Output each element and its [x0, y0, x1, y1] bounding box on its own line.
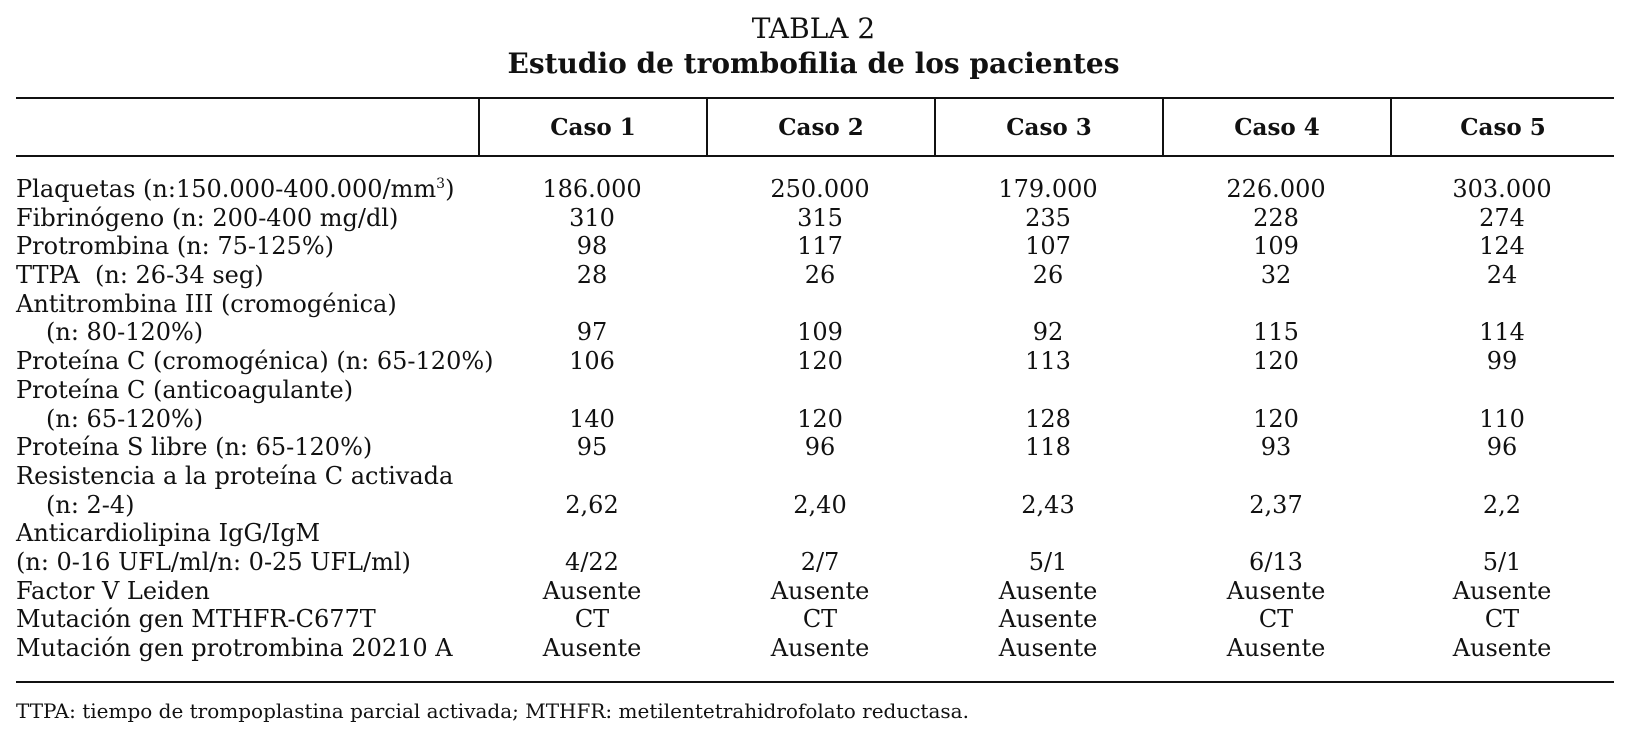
- cell-caso-4: 228: [1253, 203, 1299, 232]
- cell-caso-1: Ausente: [542, 634, 642, 662]
- cell-caso-4: [1162, 519, 1390, 548]
- bottom-rule: [16, 681, 1614, 683]
- row-label: Plaquetas $(n:150.000-400.000/mm^3)$: [16, 175, 455, 203]
- cell-caso-5: 114: [1479, 318, 1525, 347]
- row-label: (n: 0-16 UFL/ml/n: 0-25 UFL/ml): [16, 547, 411, 576]
- cell-caso-3: 26: [1032, 261, 1064, 290]
- table-row: [16, 491, 1614, 520]
- row-label: (n: 80-120%): [46, 318, 204, 347]
- cell-caso-3: 5/1: [1028, 547, 1068, 576]
- cell-caso-3: 92: [1032, 318, 1064, 347]
- cell-caso-1: 95: [576, 433, 608, 462]
- row-label: Factor V Leiden: [16, 576, 210, 605]
- cell-caso-2: CT: [802, 605, 838, 634]
- cell-caso-2: 120: [797, 404, 843, 433]
- cell-caso-4: 120: [1253, 404, 1299, 433]
- table-row: [16, 519, 1614, 548]
- cell-caso-4: [1162, 376, 1390, 405]
- cell-caso-2: [706, 376, 934, 405]
- cell-caso-4: [1162, 462, 1390, 491]
- table-row: [16, 605, 1614, 634]
- cell-caso-3: 107: [1025, 232, 1071, 261]
- row-label: Mutación gen protrombina 20210 A: [16, 634, 453, 662]
- cell-caso-3: Ausente: [998, 634, 1098, 662]
- cell-caso-2: [706, 290, 934, 319]
- cell-caso-1: 106: [569, 347, 615, 376]
- cell-caso-5: 2,2: [1482, 490, 1522, 519]
- cell-caso-5: 124: [1479, 232, 1525, 261]
- cell-caso-4: 2,37: [1249, 490, 1303, 519]
- cell-caso-1: Ausente: [542, 576, 642, 605]
- cell-caso-1: 186.000: [542, 175, 642, 203]
- cell-caso-3: 235: [1025, 203, 1071, 232]
- cell-caso-2: [706, 519, 934, 548]
- row-label: (n: 2-4): [46, 490, 135, 519]
- table-row: [16, 204, 1614, 233]
- cell-caso-3: Ausente: [998, 605, 1098, 634]
- table-row: [16, 175, 1614, 204]
- table-row: [16, 634, 1614, 663]
- footnote: TTPA: tiempo de trompoplastina parcial activada; MTHFR: metilentetrahidrofolato reductasa.: [16, 699, 969, 723]
- header-caso-1: Caso 1: [478, 99, 706, 155]
- cell-caso-2: 109: [797, 318, 843, 347]
- row-label: Resistencia a la proteína C activada: [16, 461, 454, 490]
- cell-caso-5: 96: [1486, 433, 1518, 462]
- cell-caso-2: 2/7: [800, 547, 840, 576]
- row-label: Proteína C (anticoagulante): [16, 375, 354, 404]
- cell-caso-4: 6/13: [1249, 547, 1303, 576]
- cell-caso-4: Ausente: [1226, 634, 1326, 662]
- table-row: [16, 405, 1614, 434]
- cell-caso-3: 2,43: [1021, 490, 1075, 519]
- cell-caso-3: [934, 376, 1162, 405]
- cell-caso-5: Ausente: [1452, 634, 1552, 662]
- cell-caso-5: [1390, 290, 1614, 319]
- cell-caso-3: [934, 519, 1162, 548]
- table-row: [16, 261, 1614, 290]
- cell-caso-4: 109: [1253, 232, 1299, 261]
- cell-caso-2: 120: [797, 347, 843, 376]
- cell-caso-5: 274: [1479, 203, 1525, 232]
- cell-caso-4: 32: [1260, 261, 1292, 290]
- row-label: Mutación gen MTHFR-C677T: [16, 605, 376, 634]
- cell-caso-3: 118: [1025, 433, 1071, 462]
- cell-caso-2: 250.000: [770, 175, 870, 203]
- table-label: TABLA 2: [751, 12, 876, 45]
- cell-caso-5: [1390, 462, 1614, 491]
- cell-caso-1: 28: [576, 261, 608, 290]
- table-row: [16, 577, 1614, 606]
- row-label: TTPA (n: 26-34 seg): [16, 261, 264, 290]
- cell-caso-3: [934, 290, 1162, 319]
- cell-caso-1: 140: [569, 404, 615, 433]
- cell-caso-5: Ausente: [1452, 576, 1552, 605]
- cell-caso-1: 97: [576, 318, 608, 347]
- cell-caso-2: 117: [797, 232, 843, 261]
- cell-caso-1: [478, 462, 706, 491]
- row-label: Proteína C (cromogénica) (n: 65-120%): [16, 347, 494, 376]
- cell-caso-4: 226.000: [1226, 175, 1326, 203]
- table-row: [16, 290, 1614, 319]
- row-label: Proteína S libre (n: 65-120%): [16, 433, 373, 462]
- table-body: [16, 175, 1614, 663]
- cell-caso-3: [934, 462, 1162, 491]
- table-title: Estudio de trombofilia de los pacientes: [507, 47, 1120, 80]
- table-row: [16, 462, 1614, 491]
- table-row: [16, 232, 1614, 261]
- cell-caso-4: 120: [1253, 347, 1299, 376]
- cell-caso-3: Ausente: [998, 576, 1098, 605]
- row-label: Anticardiolipina IgG/IgM: [16, 519, 321, 548]
- table-row: [16, 376, 1614, 405]
- cell-caso-5: 99: [1486, 347, 1518, 376]
- cell-caso-5: [1390, 519, 1614, 548]
- cell-caso-2: Ausente: [770, 576, 870, 605]
- cell-caso-1: 4/22: [565, 547, 619, 576]
- cell-caso-1: [478, 519, 706, 548]
- header-caso-3: Caso 3: [934, 99, 1162, 155]
- cell-caso-1: 310: [569, 203, 615, 232]
- cell-caso-3: 128: [1025, 404, 1071, 433]
- table-row: [16, 347, 1614, 376]
- cell-caso-4: 115: [1253, 318, 1299, 347]
- cell-caso-3: 113: [1025, 347, 1071, 376]
- row-label: (n: 65-120%): [46, 404, 204, 433]
- table-row: [16, 318, 1614, 347]
- cell-caso-5: 303.000: [1452, 175, 1552, 203]
- cell-caso-2: Ausente: [770, 634, 870, 662]
- cell-caso-5: 24: [1486, 261, 1518, 290]
- cell-caso-1: [478, 376, 706, 405]
- header-rule: [16, 155, 1614, 157]
- cell-caso-1: [478, 290, 706, 319]
- cell-caso-4: [1162, 290, 1390, 319]
- cell-caso-2: 26: [804, 261, 836, 290]
- row-label: Antitrombina III (cromogénica): [16, 289, 397, 318]
- cell-caso-4: CT: [1258, 605, 1294, 634]
- header-caso-4: Caso 4: [1162, 99, 1390, 155]
- cell-caso-4: 93: [1260, 433, 1292, 462]
- cell-caso-2: 315: [797, 203, 843, 232]
- row-label: Fibrinógeno (n: 200-400 mg/dl): [16, 203, 399, 232]
- cell-caso-5: 5/1: [1482, 547, 1522, 576]
- cell-caso-4: Ausente: [1226, 576, 1326, 605]
- cell-caso-5: CT: [1484, 605, 1520, 634]
- cell-caso-3: 179.000: [998, 175, 1098, 203]
- cell-caso-2: [706, 462, 934, 491]
- table-row: [16, 548, 1614, 577]
- header-caso-2: Caso 2: [706, 99, 934, 155]
- cell-caso-5: [1390, 376, 1614, 405]
- header-caso-5: Caso 5: [1390, 99, 1614, 155]
- cell-caso-2: 96: [804, 433, 836, 462]
- cell-caso-5: 110: [1479, 404, 1525, 433]
- cell-caso-1: 2,62: [565, 490, 619, 519]
- table-row: [16, 433, 1614, 462]
- row-label: Protrombina (n: 75-125%): [16, 232, 334, 261]
- cell-caso-1: 98: [576, 232, 608, 261]
- cell-caso-2: 2,40: [793, 490, 847, 519]
- cell-caso-1: CT: [574, 605, 610, 634]
